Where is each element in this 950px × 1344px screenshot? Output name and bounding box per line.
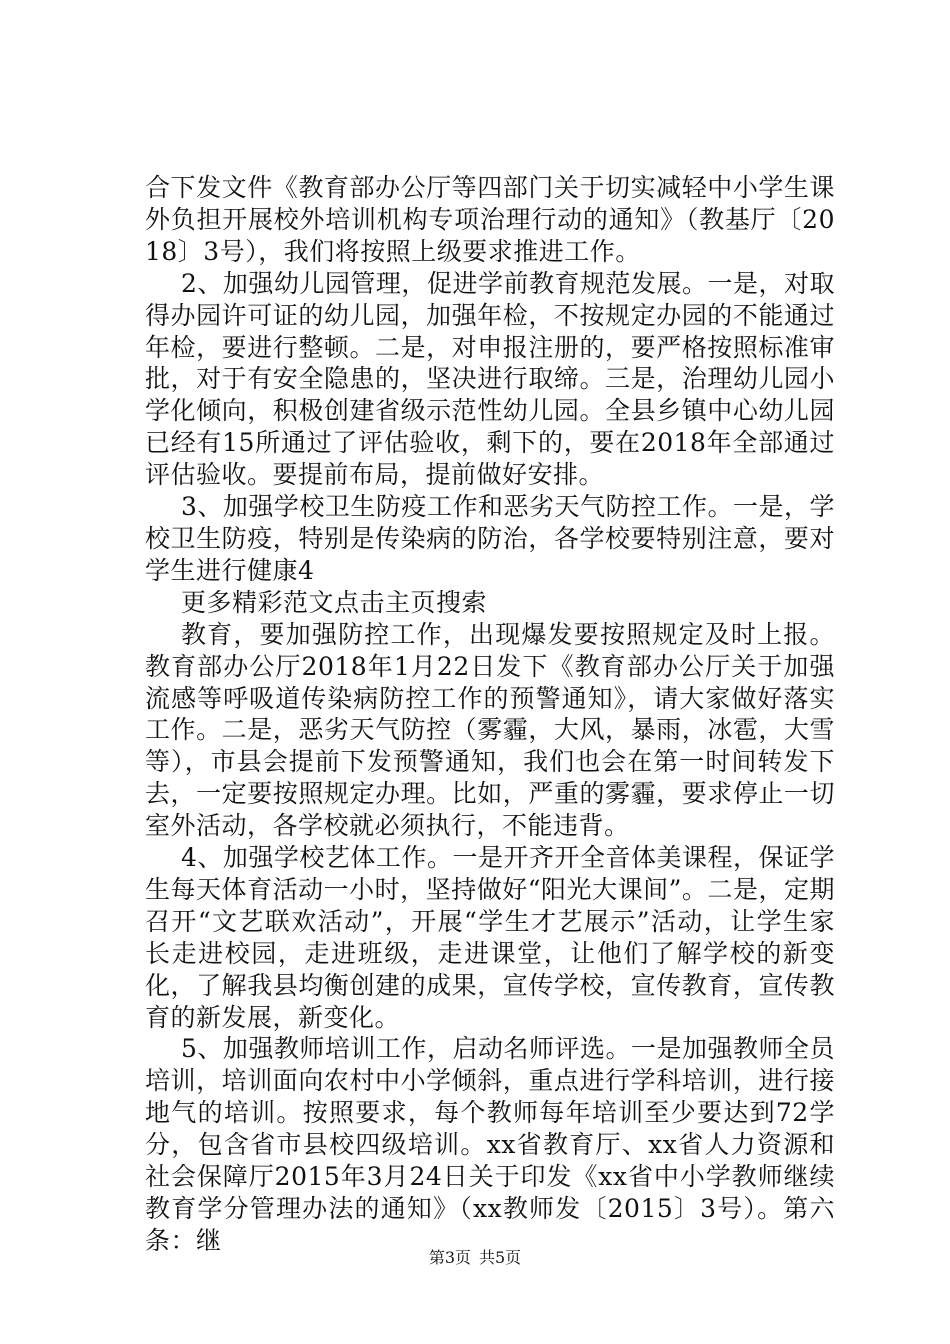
page-number: 第3页	[428, 1248, 471, 1267]
paragraph-kindergarten-management: 2、加强幼儿园管理，促进学前教育规范发展。一是，对取得办园许可证的幼儿园，加强年检，不按规定办园的不能通过年检，要进行整顿。二是，对申报注册的，要严格按照标准审批，对于有安全隐患的，坚决进行取缔。三是，治理幼儿园小学化倾向，积极创建省级示范性幼儿园。全县乡镇中心幼儿园已经有15所通过了评估验收，剩下的，要在2018年全部通过评估验收。要提前布局，提前做好安排。	[145, 268, 835, 490]
page-footer	[0, 1248, 950, 1268]
paragraph-health-epidemic-prevention: 3、加强学校卫生防疫工作和恶劣天气防控工作。一是，学校卫生防疫，特别是传染病的防治，各学校要特别注意，要对学生进行健康4	[145, 492, 835, 585]
paragraph-teacher-training: 5、加强教师培训工作，启动名师评选。一是加强教师全员培训，培训面向农村中小学倾斜，重点进行学科培训，进行接地气的培训。按照要求，每个教师每年培训至少要达到72学分，包含省市县校四级培训。xx省教育厅、xx省人力资源和社会保障厅2015年3月24日关于印发《xx省中小学教师继续教育学分管理办法的通知》（xx教师发〔2015〕3号）。第六条：继	[145, 1034, 835, 1255]
document-body	[145, 172, 835, 1257]
promo-line: 更多精彩范文点击主页搜索	[181, 587, 488, 617]
page-total: 共5页	[479, 1248, 522, 1267]
paragraph-health-education: 教育，要加强防控工作，出现爆发要按照规定及时上报。教育部办公厅2018年1月22日发下《教育部办公厅关于加强流感等呼吸道传染病防控工作的预警通知》，请大家做好落实工作。二是，恶劣天气防控（雾霾，大风，暴雨，冰雹，大雪等），市县会提前下发预警通知，我们也会在第一时间转发下去，一定要按照规定办理。比如，严重的雾霾，要求停止一切室外活动，各学校就必须执行，不能违背。	[145, 619, 835, 841]
paragraph-arts-sports: 4、加强学校艺体工作。一是开齐开全音体美课程，保证学生每天体育活动一小时，坚持做好“阳光大课间”。二是，定期召开“文艺联欢活动”，开展“学生才艺展示”活动，让学生家长走进校园，走进班级，走进课堂，让他们了解学校的新变化，了解我县均衡创建的成果，宣传学校，宣传教育，宣传教育的新发展，新变化。	[145, 843, 835, 1032]
paragraph-continuation: 合下发文件《教育部办公厅等四部门关于切实减轻中小学生课外负担开展校外培训机构专项治理行动的通知》（教基厅〔2018〕3号），我们将按照上级要求推进工作。	[145, 173, 835, 266]
